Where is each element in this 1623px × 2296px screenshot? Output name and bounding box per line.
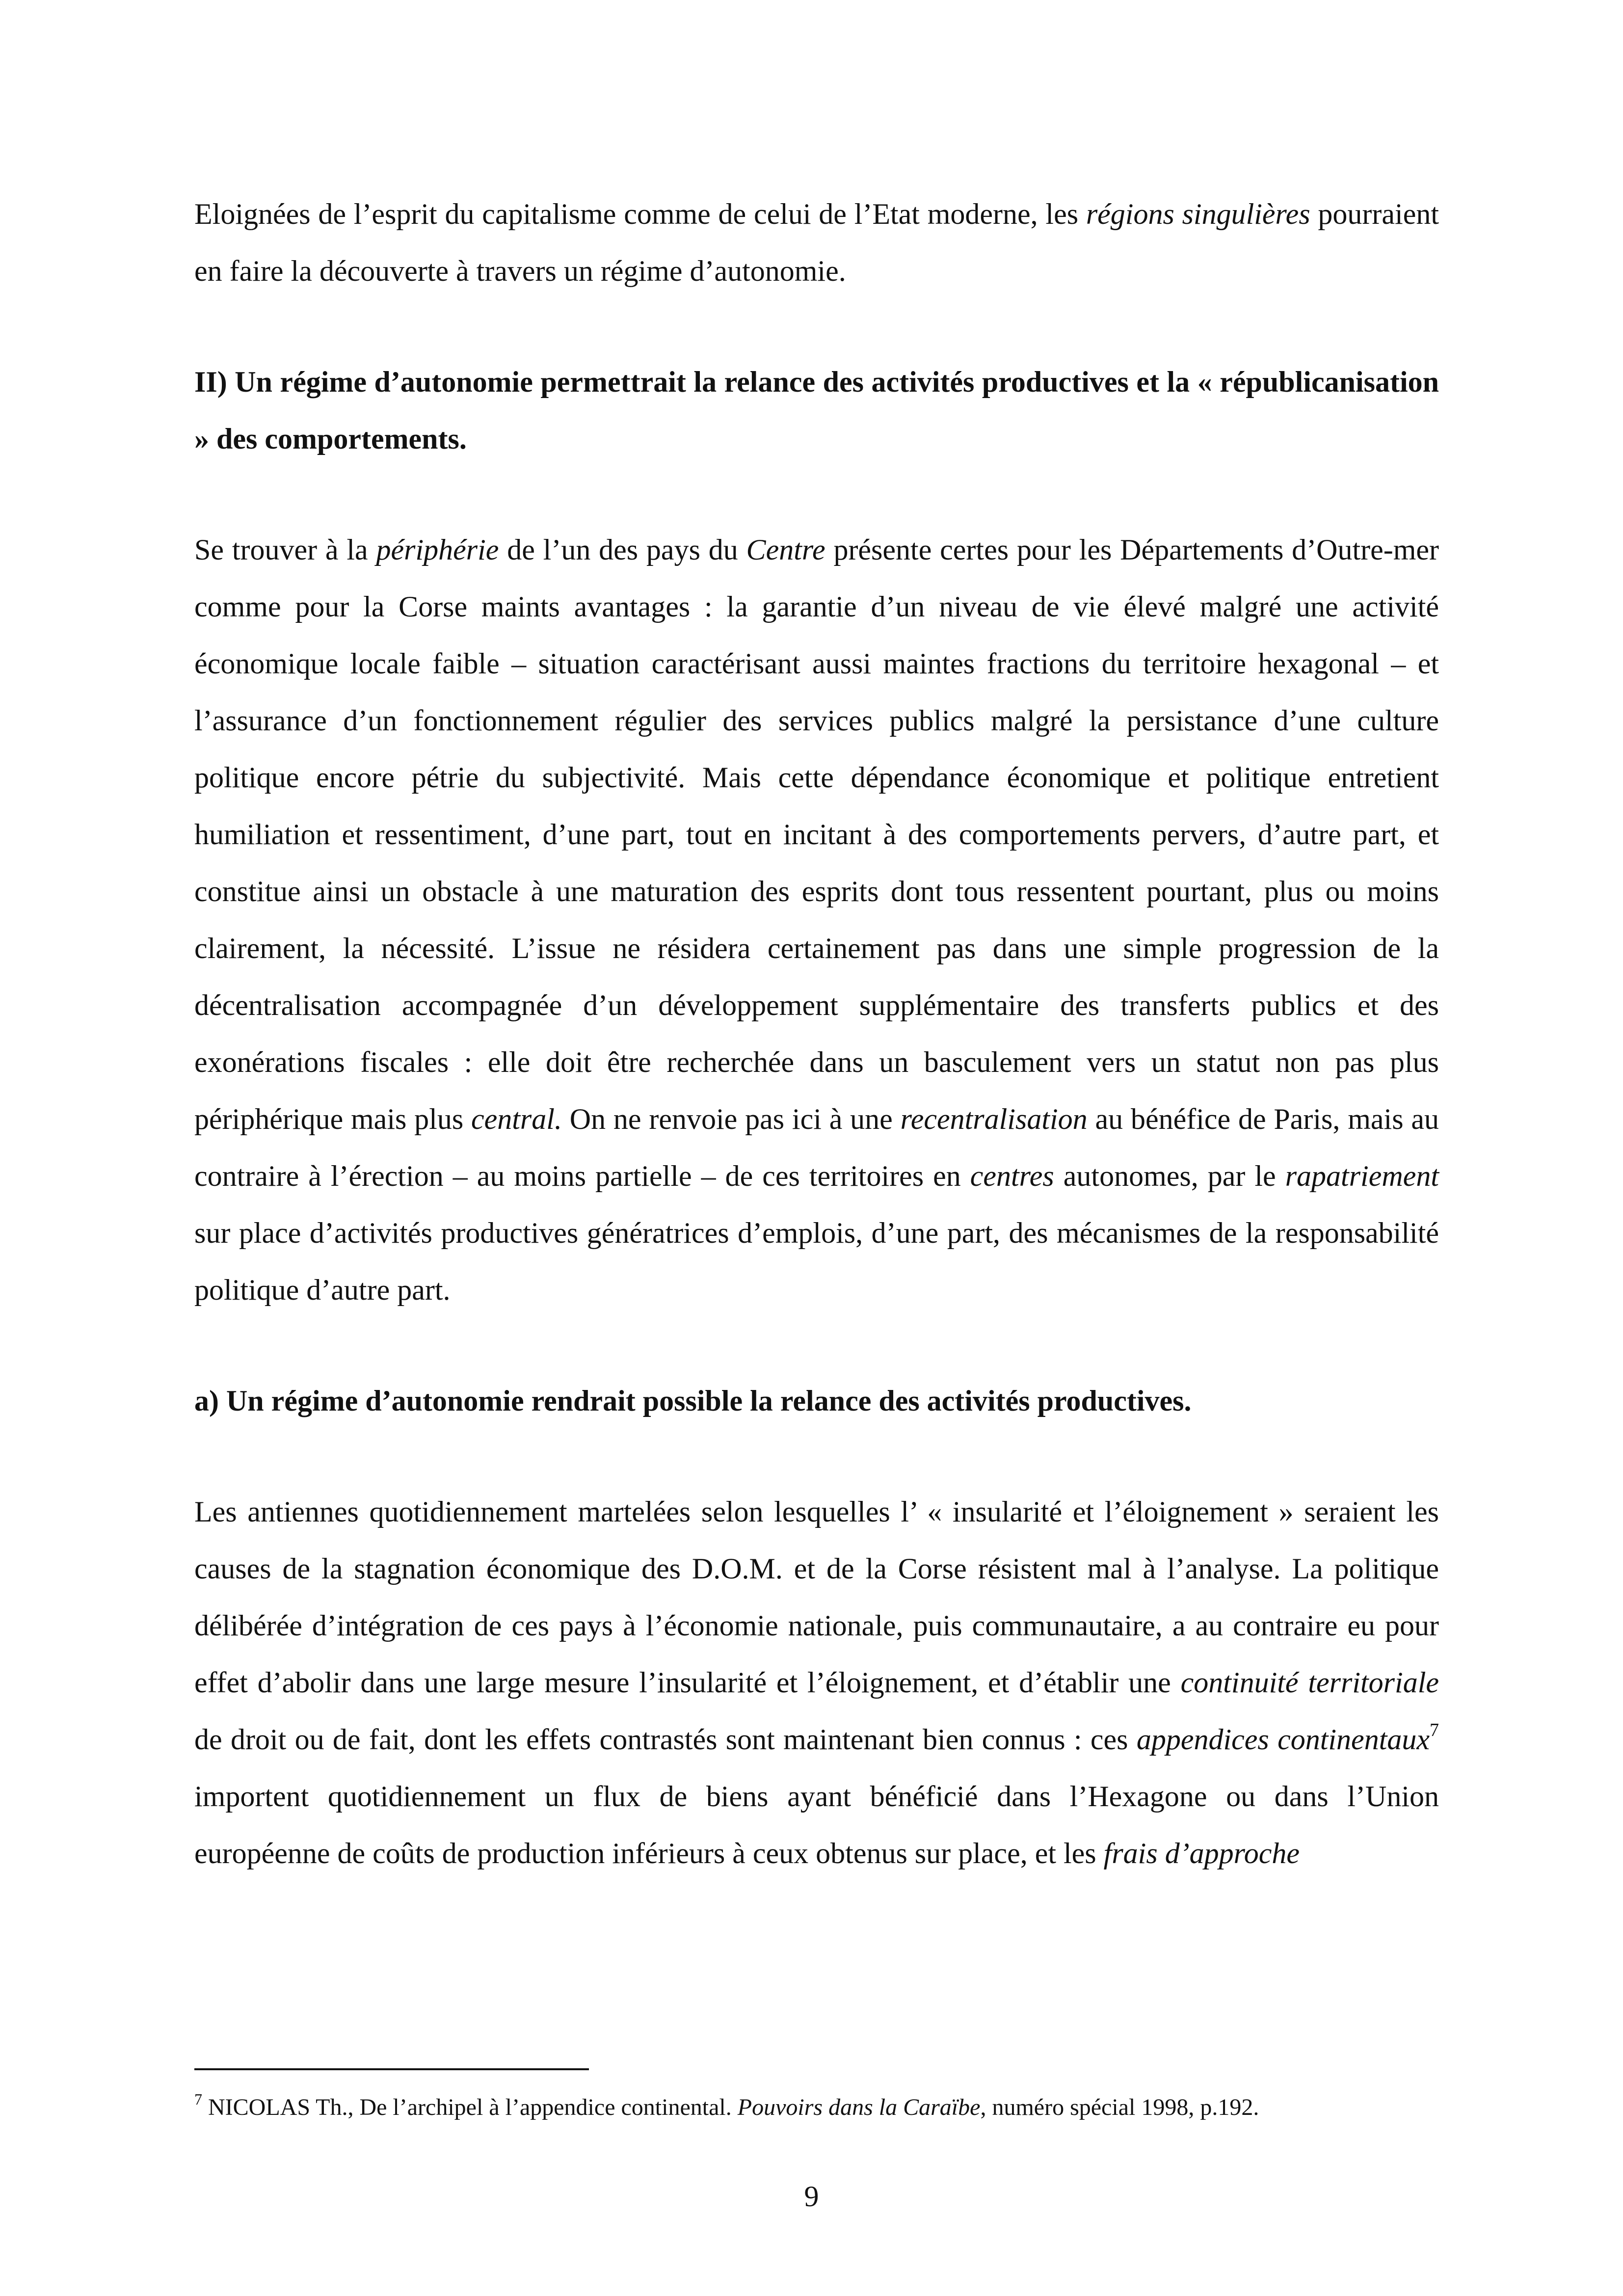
p2-italic: continuité territoriale — [1180, 1666, 1439, 1699]
intro-paragraph — [194, 186, 1439, 299]
p2-text: Les antiennes quotidiennement martelées selon lesquelles l’ « insularité et l’éloignement » seraient les causes de la stagnation économique des D.O.M. et de la Corse résistent mal à l’analyse. La politique délibérée d’intégration de ces pays à l’économie nationale, puis communautaire, a au contraire eu pour effet d’abolir dans une large mesure l’insularité et l’éloignement, et d’établir une — [194, 1495, 1439, 1699]
p1-text: de l’un des pays du — [499, 534, 746, 566]
p1-italic: périphérie — [376, 534, 499, 566]
p1-italic: central. — [471, 1103, 562, 1135]
footnote — [194, 2092, 1439, 2123]
p1-italic: recentralisation — [900, 1103, 1088, 1135]
subheading: a) Un régime d’autonomie rendrait possible la relance des activités productives. — [194, 1385, 1192, 1417]
p1-text: au bénéfice de Paris, mais au contraire à l’érection – au moins partielle – de ces territoires en — [194, 1103, 1439, 1192]
footnote-reference: 7 — [1430, 1720, 1439, 1740]
page-number: 9 — [804, 2180, 819, 2213]
body-column — [194, 186, 1439, 1882]
intro-text-end: pourraient en faire la découverte à travers un régime d’autonomie. — [194, 198, 1439, 287]
footnote-text: NICOLAS Th., De l’archipel à l’appendice continental. — [202, 2094, 738, 2120]
section-heading: II) Un régime d’autonomie permettrait la relance des activités productives et la « républicanisation » des comportements. — [194, 366, 1439, 455]
p1-text: autonomes, par le — [1054, 1160, 1285, 1192]
footnote-marker: 7 — [194, 2090, 202, 2108]
p1-text: On ne renvoie pas ici à une — [561, 1103, 901, 1135]
footnote-divider — [194, 2068, 589, 2070]
p1-text: sur place d’activités productives génératrices d’emplois, d’une part, des mécanismes de la responsabilité politique d’autre part. — [194, 1217, 1439, 1306]
intro-text: Eloignées de l’esprit du capitalisme comme de celui de l’Etat moderne, les — [194, 198, 1086, 230]
p1-italic: centres — [970, 1160, 1054, 1192]
p1-text: présente certes pour les Départements d’Outre-mer comme pour la Corse maints avantages : la garantie d’un niveau de vie élevé malgré une activité économique locale faible – situation caractérisant aussi maintes fractions du territoire hexagonal – et l’assurance d’un fonctionnement régulier des services publics malgré la persistance d’une culture politique encore pétrie du subjectivité. Mais cette dépendance économique et politique entretient humiliation et ressentiment, d’une part, tout en incitant à des comportements pervers, d’autre part, et constitue ainsi un obstacle à une maturation des esprits dont tous ressentent pourtant, plus ou moins clairement, la nécessité. L’issue ne résidera certainement pas dans une simple progression de la décentralisation accompagnée d’un développement supplémentaire des transferts publics et des exonérations fiscales : elle doit être recherchée dans un basculement vers un statut non pas plus périphérique mais plus — [194, 534, 1439, 1135]
footnote-italic: Pouvoirs dans la Caraïbe — [737, 2094, 981, 2120]
intro-italic: régions singulières — [1086, 198, 1310, 230]
footnote-text-end: , numéro spécial 1998, p.192. — [980, 2094, 1259, 2120]
p2-italic: frais d’approche — [1103, 1837, 1300, 1869]
p1-italic: Centre — [746, 534, 825, 566]
p2-italic: appendices continentaux — [1136, 1723, 1430, 1756]
p2-text: importent quotidiennement un flux de biens ayant bénéficié dans l’Hexagone ou dans l’Union européenne de coûts de production inférieurs à ceux obtenus sur place, et les — [194, 1780, 1439, 1869]
p1-text: Se trouver à la — [194, 534, 376, 566]
p2-text: de droit ou de fait, dont les effets contrastés sont maintenant bien connus : ces — [194, 1723, 1137, 1756]
p1-italic: rapatriement — [1285, 1160, 1439, 1192]
paragraph-2 — [194, 1483, 1439, 1882]
paragraph-1 — [194, 521, 1439, 1318]
